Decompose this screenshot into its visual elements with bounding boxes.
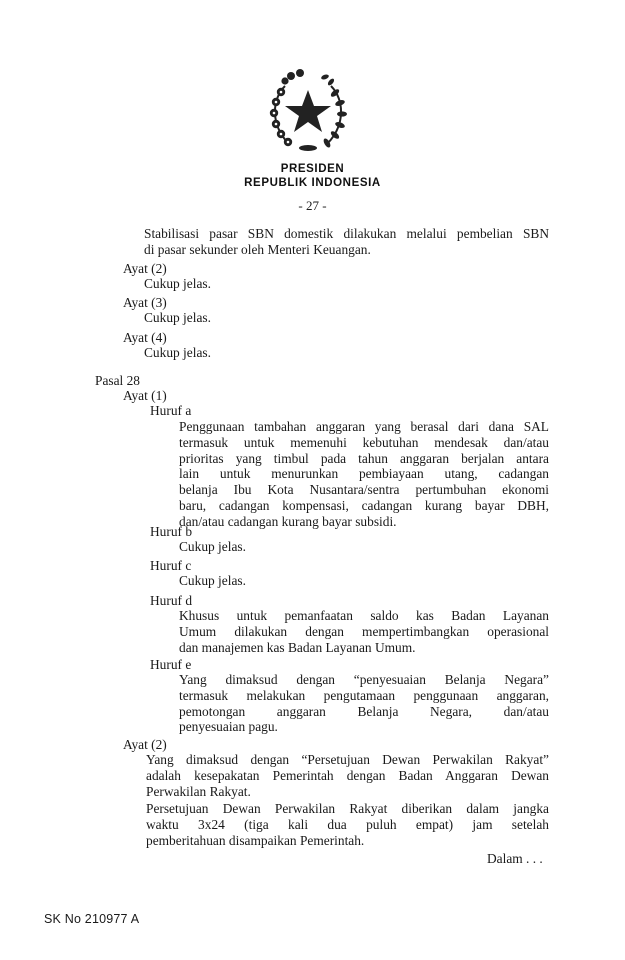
- ayat-2-line: pemberitahuan disampaikan Pemerintah.: [146, 832, 365, 848]
- huruf-a-line: belanja Ibu Kota Nusantara/sentra pertumbuhan ekonomi: [179, 482, 549, 498]
- huruf-e-line: penyesuaian pagu.: [179, 719, 278, 735]
- footer-code: SK No 210977 A: [44, 912, 140, 926]
- header-subtitle: REPUBLIK INDONESIA: [244, 177, 381, 189]
- huruf-a-line: dan/atau cadangan kurang bayar subsidi.: [179, 513, 397, 529]
- pasal-ayat-1-label: Ayat (1): [123, 388, 167, 403]
- huruf-a-line: termasuk untuk memenuhi kebutuhan mendesak dan/atau: [179, 434, 549, 450]
- intro-line: Stabilisasi pasar SBN domestik dilakukan melalui pembelian SBN: [144, 226, 549, 241]
- huruf-d-label: Huruf d: [150, 593, 193, 608]
- huruf-a-line: prioritas yang timbul pada tahun anggaran berjalan antara: [179, 450, 549, 466]
- ayat-2-line: waktu 3x24 (tiga kali dua puluh empat) jam setelah: [146, 816, 549, 832]
- huruf-d-paragraph: [179, 608, 549, 655]
- ayat-4-text: Cukup jelas.: [144, 345, 211, 360]
- huruf-d-line: Umum dilakukan dengan mempertimbangkan operasional: [179, 623, 549, 639]
- huruf-e-label: Huruf e: [150, 657, 192, 672]
- huruf-a-line: lain untuk menurunkan pembiayaan utang, cadangan: [179, 466, 549, 482]
- ayat-2-text: Cukup jelas.: [144, 276, 211, 291]
- huruf-e-line: termasuk melakukan pengutamaan penggunaan anggaran,: [179, 687, 549, 703]
- huruf-c-label: Huruf c: [150, 558, 192, 573]
- huruf-d-line: dan manajemen kas Badan Layanan Umum.: [179, 639, 416, 655]
- ayat-2-line: Perwakilan Rakyat.: [146, 783, 251, 799]
- presidential-emblem-icon: [263, 64, 353, 156]
- continuation-marker: Dalam . . .: [487, 851, 543, 866]
- ayat-2-label: Ayat (2): [123, 261, 167, 276]
- huruf-e-line: pemotongan anggaran Belanja Negara, dan/atau: [179, 703, 549, 719]
- huruf-e-paragraph: [179, 672, 549, 735]
- huruf-c-text: Cukup jelas.: [179, 573, 246, 588]
- huruf-a-line: baru, cadangan kompensasi, cadangan kurang bayar DBH,: [179, 497, 549, 513]
- huruf-b-label: Huruf b: [150, 524, 193, 539]
- pasal-ayat-2-label: Ayat (2): [123, 737, 167, 752]
- pasal-heading: Pasal 28: [95, 373, 141, 388]
- ayat-2-line: Persetujuan Dewan Perwakilan Rakyat diberikan dalam jangka: [146, 801, 549, 816]
- huruf-a-label: Huruf a: [150, 403, 192, 418]
- pasal-ayat-2-paragraph-2: [146, 801, 549, 848]
- ayat-3-text: Cukup jelas.: [144, 310, 211, 325]
- ayat-2-line: Yang dimaksud dengan “Persetujuan Dewan Perwakilan Rakyat”: [146, 752, 549, 767]
- huruf-a-paragraph: [179, 419, 549, 530]
- intro-paragraph: [144, 226, 549, 258]
- header-title: PRESIDEN: [280, 163, 345, 175]
- ayat-4-label: Ayat (4): [123, 330, 167, 345]
- intro-line: di pasar sekunder oleh Menteri Keuangan.: [144, 241, 371, 257]
- page-number: - 27 -: [298, 198, 327, 213]
- ayat-3-label: Ayat (3): [123, 295, 167, 310]
- huruf-e-line: Yang dimaksud dengan “penyesuaian Belanja Negara”: [179, 672, 549, 687]
- huruf-a-line: Penggunaan tambahan anggaran yang berasal dari dana SAL: [179, 419, 549, 434]
- huruf-b-text: Cukup jelas.: [179, 539, 246, 554]
- ayat-2-line: adalah kesepakatan Pemerintah dengan Badan Anggaran Dewan: [146, 767, 549, 783]
- huruf-d-line: Khusus untuk pemanfaatan saldo kas Badan Layanan: [179, 608, 549, 623]
- pasal-ayat-2-paragraph-1: [146, 752, 549, 799]
